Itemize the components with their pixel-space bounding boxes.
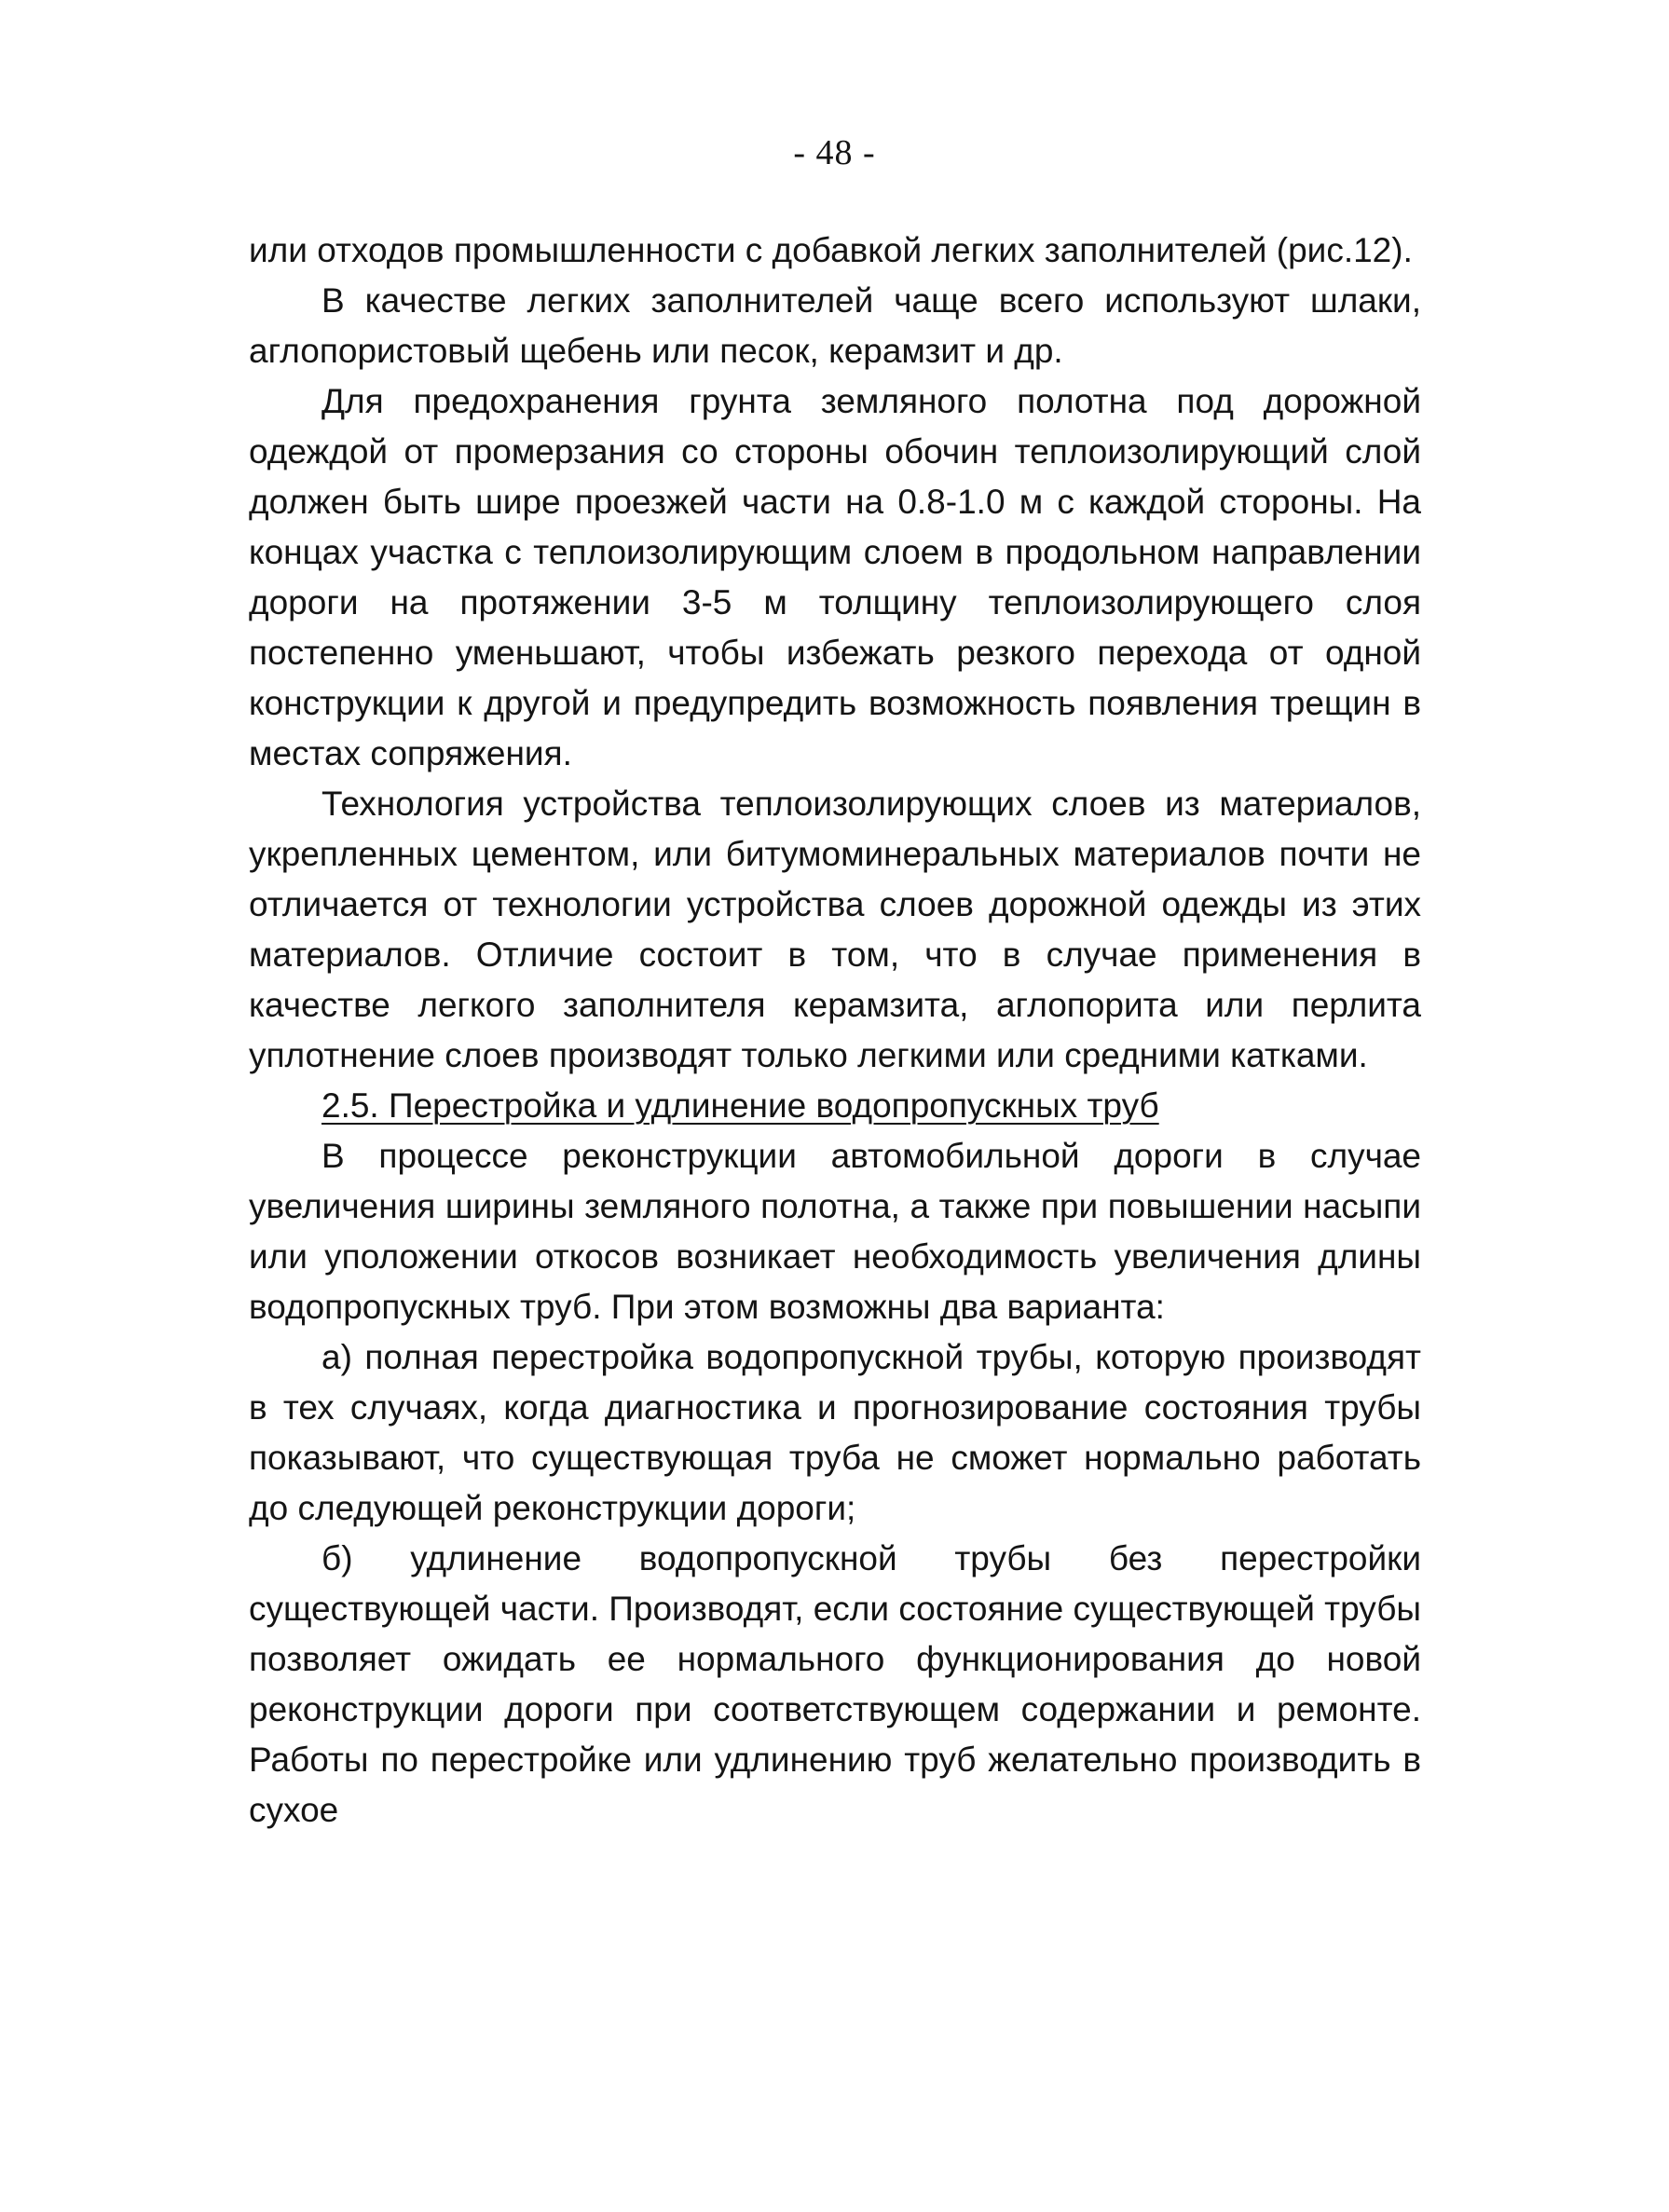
body-text xyxy=(249,225,1421,1836)
paragraph-option-a: а) полная перестройка водопропускной трубы, которую производят в тех случаях, когда диагностика и прогнозирование состояния трубы показывают, что существующая труба не сможет нормально работать до следующей реконструкции дороги; xyxy=(249,1338,1421,1527)
page-number: - 48 - xyxy=(793,133,876,172)
paragraph-lightweight-aggregates: В качестве легких заполнителей чаще всего используют шлаки, аглопористовый щебень или песок, керамзит и др. xyxy=(249,281,1421,370)
paragraph-technology: Технология устройства теплоизолирующих слоев из материалов, укрепленных цементом, или битумоминеральных материалов почти не отличается от технологии устройства слоев дорожной одежды из этих материалов. Отличие состоит в том, что в случае применения в качестве легкого заполнителя керамзита, аглопорита или перлита уплотнение слоев производят только легкими или средними катками. xyxy=(249,785,1421,1074)
paragraph-frost-protection: Для предохранения грунта земляного полотна под дорожной одеждой от промерзания со стороны обочин теплоизолирующий слой должен быть шире проезжей части на 0.8-1.0 м с каждой стороны. На концах участка с теплоизолирующим слоем в продольном направлении дороги на протяжении 3-5 м толщину теплоизолирующего слоя постепенно уменьшают, чтобы избежать резкого перехода от одной конструкции к другой и предупредить возможность появления трещин в местах сопряжения. xyxy=(249,382,1421,772)
paragraph-option-b: б) удлинение водопропускной трубы без перестройки существующей части. Производят, если состояние существующей трубы позволяет ожидать ее нормального функционирования до новой реконструкции дороги при соответствующем содержании и ремонте. Работы по перестройке или удлинению труб желательно производить в сухое xyxy=(249,1539,1421,1829)
paragraph-culvert-extension: В процессе реконструкции автомобильной дороги в случае увеличения ширины земляного полотна, а также при повышении насыпи или уположении откосов возникает необходимость увеличения длины водопропускных труб. При этом возможны два варианта: xyxy=(249,1137,1421,1326)
section-heading: 2.5. Перестройка и удлинение водопропускных труб xyxy=(321,1086,1159,1125)
paragraph-continuation: или отходов промышленности с добавкой легких заполнителей (рис.12). xyxy=(249,231,1413,269)
